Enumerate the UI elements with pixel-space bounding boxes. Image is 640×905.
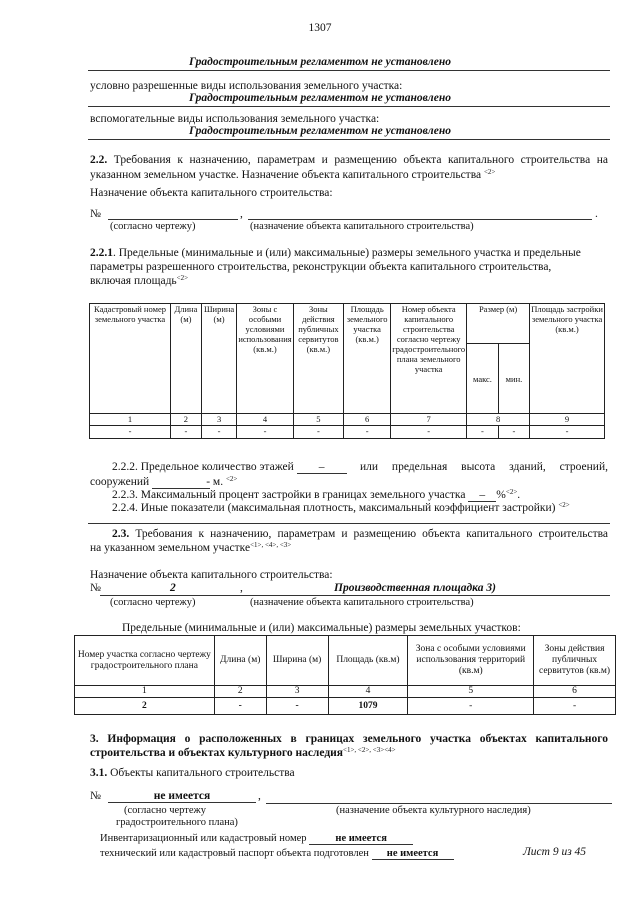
table-header: Номер участка согласно чертежу градостроительного плана — [75, 636, 215, 686]
object-number-line — [108, 219, 238, 220]
table-header: Кадастровый номер земельного участка — [90, 304, 171, 414]
table-subheader: макс. — [467, 344, 499, 414]
caption-purpose: (назначение объекта культурного наследия) — [336, 805, 531, 816]
divider — [88, 139, 610, 140]
section-3-1: 3.1. Объекты капитального строительства — [90, 767, 295, 779]
table-header: Зона с особыми условиями использования территорий (кв.м) — [408, 636, 534, 686]
section-2-2-2-line1: 2.2.2. Предельное количество этажей – — [112, 461, 347, 474]
limits-title: Предельные (минимальные и (или) максимальные) размеры земельных участков: — [122, 622, 521, 634]
divider — [88, 106, 610, 107]
table-row — [75, 698, 616, 715]
caption-purpose: (назначение объекта капитального строительства) — [250, 221, 474, 232]
column-number: 5 — [408, 686, 534, 698]
object-number: не имеется — [108, 790, 256, 803]
table-cell: 1079 — [328, 698, 408, 715]
caption-drawing: (согласно чертежу — [124, 805, 207, 816]
section-3-line2: строительства и объектах культурного наследия$^{<1>, <2>, <3><4>}$ — [90, 746, 396, 759]
column-number: 2 — [171, 414, 202, 426]
section-2-2-3: 2.2.3. Максимальный процент застройки в границах земельного участка – %$^{<2>}$. — [112, 488, 521, 501]
table-cell: - — [214, 698, 266, 715]
column-number: 3 — [201, 414, 236, 426]
table-cell: - — [201, 426, 236, 439]
caption-drawing: (согласно чертежу) — [110, 597, 196, 608]
caption-drawing-2: градостроительного плана) — [116, 817, 238, 828]
section-2-2-line1: 2.2. Требования к назначению, параметрам и размещению объекта капитального строительства на — [90, 154, 608, 166]
object-number: 2 — [170, 582, 176, 594]
table-cell: - — [171, 426, 202, 439]
table-header: Ширина (м) — [201, 304, 236, 414]
table-cell: - — [90, 426, 171, 439]
object-line — [100, 595, 610, 596]
column-number: 8 — [467, 414, 530, 426]
caption-drawing: (согласно чертежу) — [110, 221, 196, 232]
auxiliary-use-value: Градостроительным регламентом не установлено — [189, 125, 451, 137]
table-cell: - — [467, 426, 499, 439]
section-2-2-1-line2: параметры разрешенного строительства, реконструкции объекта капитального строительства, — [90, 261, 552, 273]
period: . — [595, 208, 598, 220]
section-2-2-1-line3: включая площадь$^{<2>}$ — [90, 274, 189, 287]
table-cell: - — [530, 426, 605, 439]
passport-value: не имеется — [372, 848, 454, 860]
table-subheader: мин. — [498, 344, 529, 414]
column-number: 1 — [75, 686, 215, 698]
column-number: 5 — [293, 414, 343, 426]
section-2-3-purpose-label: Назначение объекта капитального строительства: — [90, 569, 333, 581]
page-number: 1307 — [308, 22, 332, 34]
column-number: 4 — [328, 686, 408, 698]
column-number: 1 — [90, 414, 171, 426]
comma: , — [240, 582, 243, 594]
object-purpose: Производственная площадка 3) — [334, 582, 496, 594]
table-header: Размер (м) — [467, 304, 530, 344]
object-purpose-line — [248, 219, 592, 220]
caption-purpose: (назначение объекта капитального строительства) — [250, 597, 474, 608]
section-2-3-line1: 2.3. Требования к назначению, параметрам и размещению объекта капитального строительства — [112, 528, 609, 540]
column-number: 3 — [266, 686, 328, 698]
conditional-use-label: условно разрешенные виды использования земельного участка: — [90, 80, 403, 92]
height-value: - — [152, 476, 210, 489]
column-number: 6 — [534, 686, 616, 698]
top-regulation-text: Градостроительным регламентом не установлено — [189, 56, 451, 68]
section-2-2-purpose-label: Назначение объекта капитального строительства: — [90, 187, 333, 199]
table-header: Длина (м) — [171, 304, 202, 414]
table-cell: - — [408, 698, 534, 715]
table-header: Площадь застройки земельного участка (кв.м.) — [530, 304, 605, 414]
table-header: Зоны с особыми условиями использования (кв.м.) — [237, 304, 293, 414]
table-cell: - — [293, 426, 343, 439]
table-cell: - — [534, 698, 616, 715]
inventory-value: не имеется — [309, 833, 413, 845]
column-number: 6 — [344, 414, 391, 426]
table-cell: - — [498, 426, 529, 439]
table-cell: - — [391, 426, 467, 439]
auxiliary-use-label: вспомогательные виды использования земельного участка: — [90, 113, 380, 125]
plot-size-table — [74, 635, 616, 715]
table-header: Длина (м) — [214, 636, 266, 686]
table-header: Ширина (м) — [266, 636, 328, 686]
table-cell: - — [237, 426, 293, 439]
column-number: 4 — [237, 414, 293, 426]
divider — [88, 523, 610, 524]
land-parameters-table — [89, 303, 605, 439]
section-3-line1: 3. Информация о расположенных в границах земельного участка объектах капитального — [90, 733, 608, 745]
number-label: № — [90, 790, 101, 802]
object-purpose-line — [266, 803, 612, 804]
table-header: Площадь земельного участка (кв.м.) — [344, 304, 391, 414]
comma: , — [258, 790, 261, 802]
passport-label: технический или кадастровый паспорт объекта подготовлен не имеется — [100, 848, 454, 860]
section-2-2-line2: указанном земельном участке. Назначение объекта капитального строительства $^{<2>}$ — [90, 168, 496, 181]
section-2-2-2-line2: сооружений - м. $^{<2>}$ — [90, 475, 238, 488]
table-header: Площадь (кв.м) — [328, 636, 408, 686]
table-header: Номер объекта капитального строительства согласно чертежу градостроительного плана земельного участка — [391, 304, 467, 414]
table-row — [90, 426, 605, 439]
table-cell: - — [266, 698, 328, 715]
inventory-label: Инвентаризационный или кадастровый номер не имеется — [100, 833, 413, 845]
table-cell: - — [344, 426, 391, 439]
column-number: 9 — [530, 414, 605, 426]
table-header: Зоны действия публичных сервитутов (кв.м.) — [293, 304, 343, 414]
comma: , — [240, 208, 243, 220]
number-label: № — [90, 208, 101, 220]
section-2-2-4: 2.2.4. Иные показатели (максимальная плотность, максимальный коэффициент застройки) $^{<2>}$ — [112, 501, 570, 514]
sheet-number: Лист 9 из 45 — [523, 846, 587, 858]
conditional-use-value: Градостроительным регламентом не установлено — [189, 92, 451, 104]
number-label: № — [90, 582, 101, 594]
table-cell: 2 — [75, 698, 215, 715]
floors-value: – — [297, 461, 347, 474]
section-2-3-line2: на указанном земельном участке$^{<1>, <4>, <3>}$ — [90, 541, 292, 554]
section-2-2-2-line1b: или предельная высота зданий, строений, — [360, 461, 608, 473]
coverage-value: – — [468, 489, 496, 502]
section-2-2-1-line1: 2.2.1. Предельные (минимальные и (или) максимальные) размеры земельного участка и предельные — [90, 247, 581, 259]
column-number: 7 — [391, 414, 467, 426]
column-number: 2 — [214, 686, 266, 698]
divider — [88, 70, 610, 71]
table-header: Зоны действия публичных сервитутов (кв.м) — [534, 636, 616, 686]
